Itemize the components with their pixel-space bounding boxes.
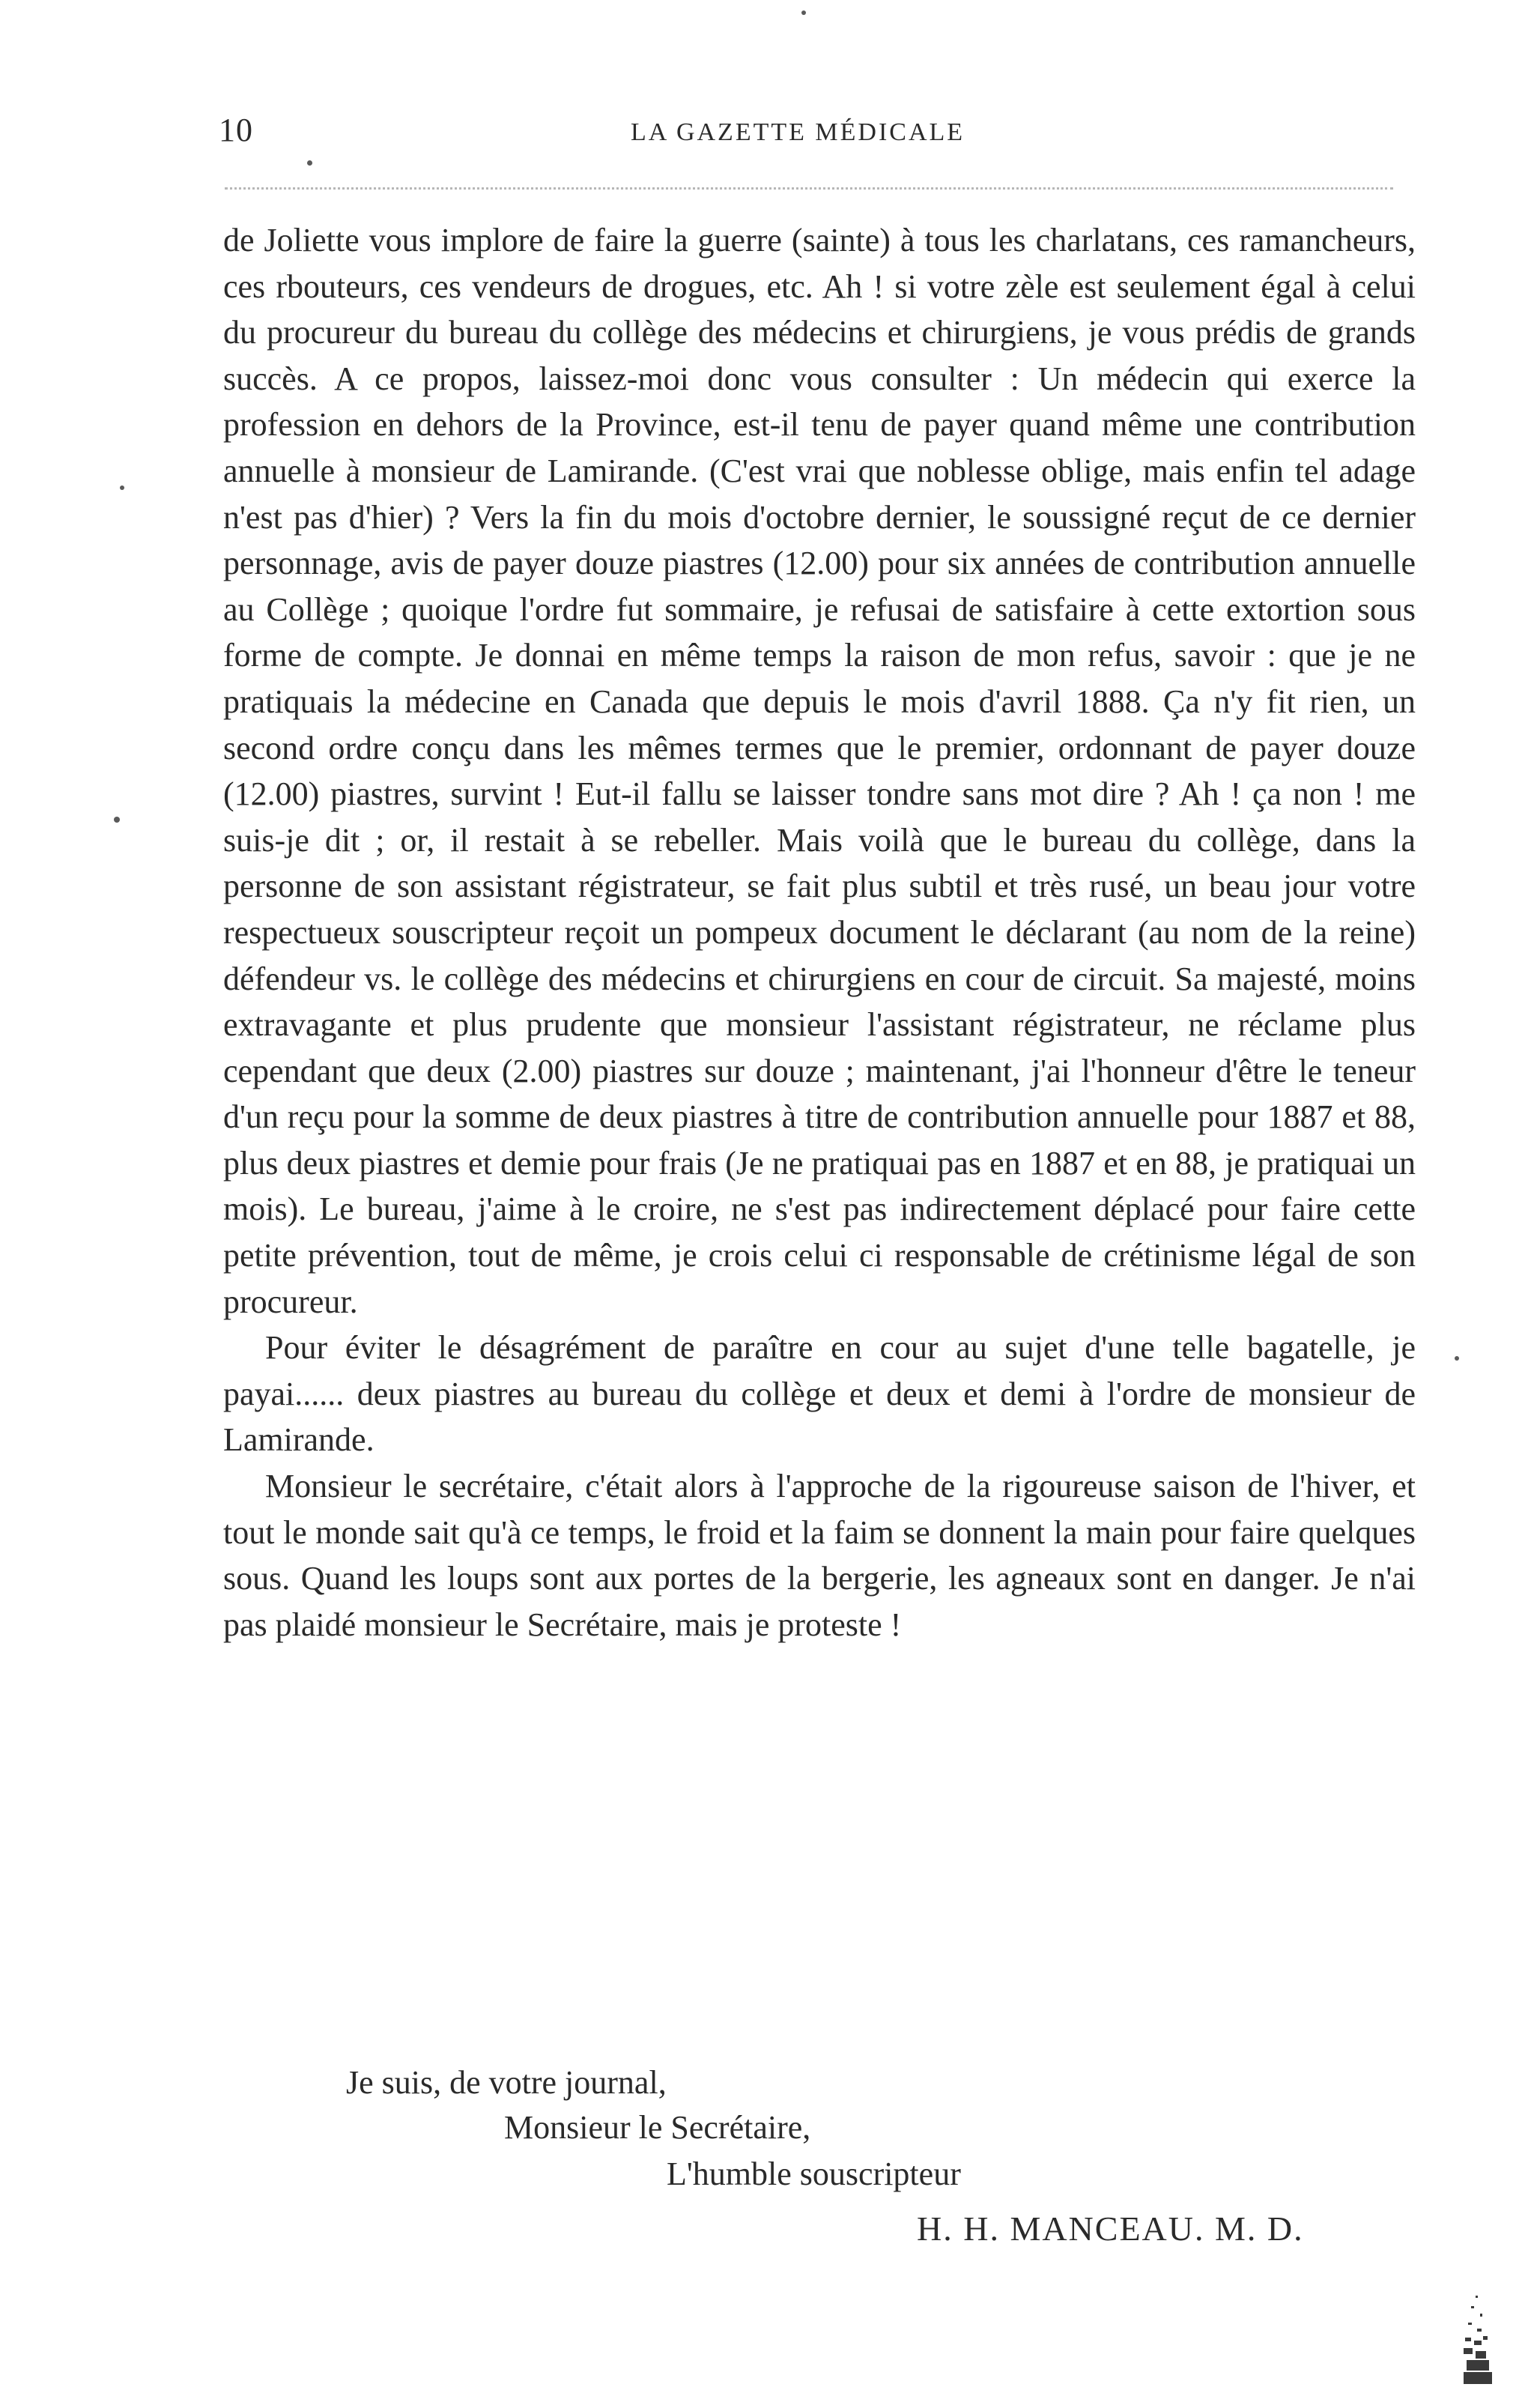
running-head: LA GAZETTE MÉDICALE (631, 118, 965, 146)
scan-speck (114, 817, 120, 823)
header-rule (225, 187, 1393, 190)
printer-mark-icon (1461, 2293, 1495, 2387)
page-number: 10 (219, 112, 253, 148)
paragraph-1: de Joliette vous implore de faire la guerre (sainte) à tous les charlatans, ces ramancheurs, ces rbouteurs, ces vendeurs de drogues, etc. Ah ! si votre zèle est seulement égal à celui du procureur du bureau du collège des médecins et chirurgiens, je vous prédis de grands succès. A ce propos, laissez-moi donc vous consulter : Un médecin qui exerce la profession en dehors de la Province, est-il tenu de payer quand même une contribution annuelle à monsieur de Lamirande. (C'est vrai que noblesse oblige, mais enfin tel adage n'est pas d'hier) ? Vers la fin du mois d'octobre dernier, le soussigné reçut de ce dernier personnage, avis de payer douze piastres (12.00) pour six années de contribution annuelle au Collège ; quoique l'ordre fut sommaire, je refusai de satisfaire à cette extortion sous forme de compte. Je donnai en même temps la raison de mon refus, savoir : que je ne pratiquais la médecine en Canada que depuis le mois d'avril 1888. Ça n'y fit rien, un second ordre conçu dans les mêmes termes que le premier, ordonnant de payer douze (12.00) piastres, survint ! Eut-il fallu se laisser tondre sans mot dire ? Ah ! ça non ! me suis-je dit ; or, il restait à se rebeller. Mais voilà que le bureau du collège, dans la personne de son assistant régistrateur, se fait plus subtil et très rusé, un beau jour votre respectueux souscripteur reçoit un pompeux document le déclarant (au nom de la reine) défendeur vs. le collège des médecins et chirurgiens en cour de circuit. Sa majesté, moins extravagante et plus prudente que monsieur l'assistant régistrateur, ne réclame plus cependant que deux (2.00) piastres sur douze ; maintenant, j'ai l'honneur d'être le teneur d'un reçu pour la somme de deux piastres à titre de contribution annuelle pour 1887 et 88, plus deux piastres et demie pour frais (Je ne pratiquai pas en 1887 et en 88, je pratiquai un mois). Le bureau, j'aime à le croire, ne s'est pas indirectement déplacé pour faire cette petite prévention, tout de même, je crois celui ci responsable de crétinisme légal de son procureur. (223, 222, 1416, 1320)
paragraph-2: Pour éviter le désagrément de paraître en cour au sujet d'une telle bagatelle, je payai...... deux piastres au bureau du collège et deux et demi à l'ordre de monsieur de Lamirande. (223, 1329, 1416, 1459)
closing-text-1: Je suis, de votre journal, (346, 2064, 667, 2101)
closing-text-2: Monsieur le Secrétaire, (504, 2109, 811, 2146)
paragraph-3: Monsieur le secrétaire, c'était alors à l'approche de la rigoureuse saison de l'hiver, et tout le monde sait qu'à ce temps, le froid et la faim se donnent la main pour faire quelques sous. Quand les loups sont aux portes de la bergerie, les agneaux sont en danger. Je n'ai pas plaidé monsieur le Secrétaire, mais je proteste ! (223, 1468, 1416, 1643)
letter-body (223, 217, 1416, 1648)
closing-text-3: L'humble souscripteur (667, 2156, 961, 2192)
scan-speck (1455, 1356, 1459, 1361)
scan-speck (120, 485, 124, 490)
scan-speck (801, 10, 806, 15)
signature: H. H. MANCEAU. M. D. (917, 2209, 1304, 2248)
scan-speck (307, 160, 312, 166)
